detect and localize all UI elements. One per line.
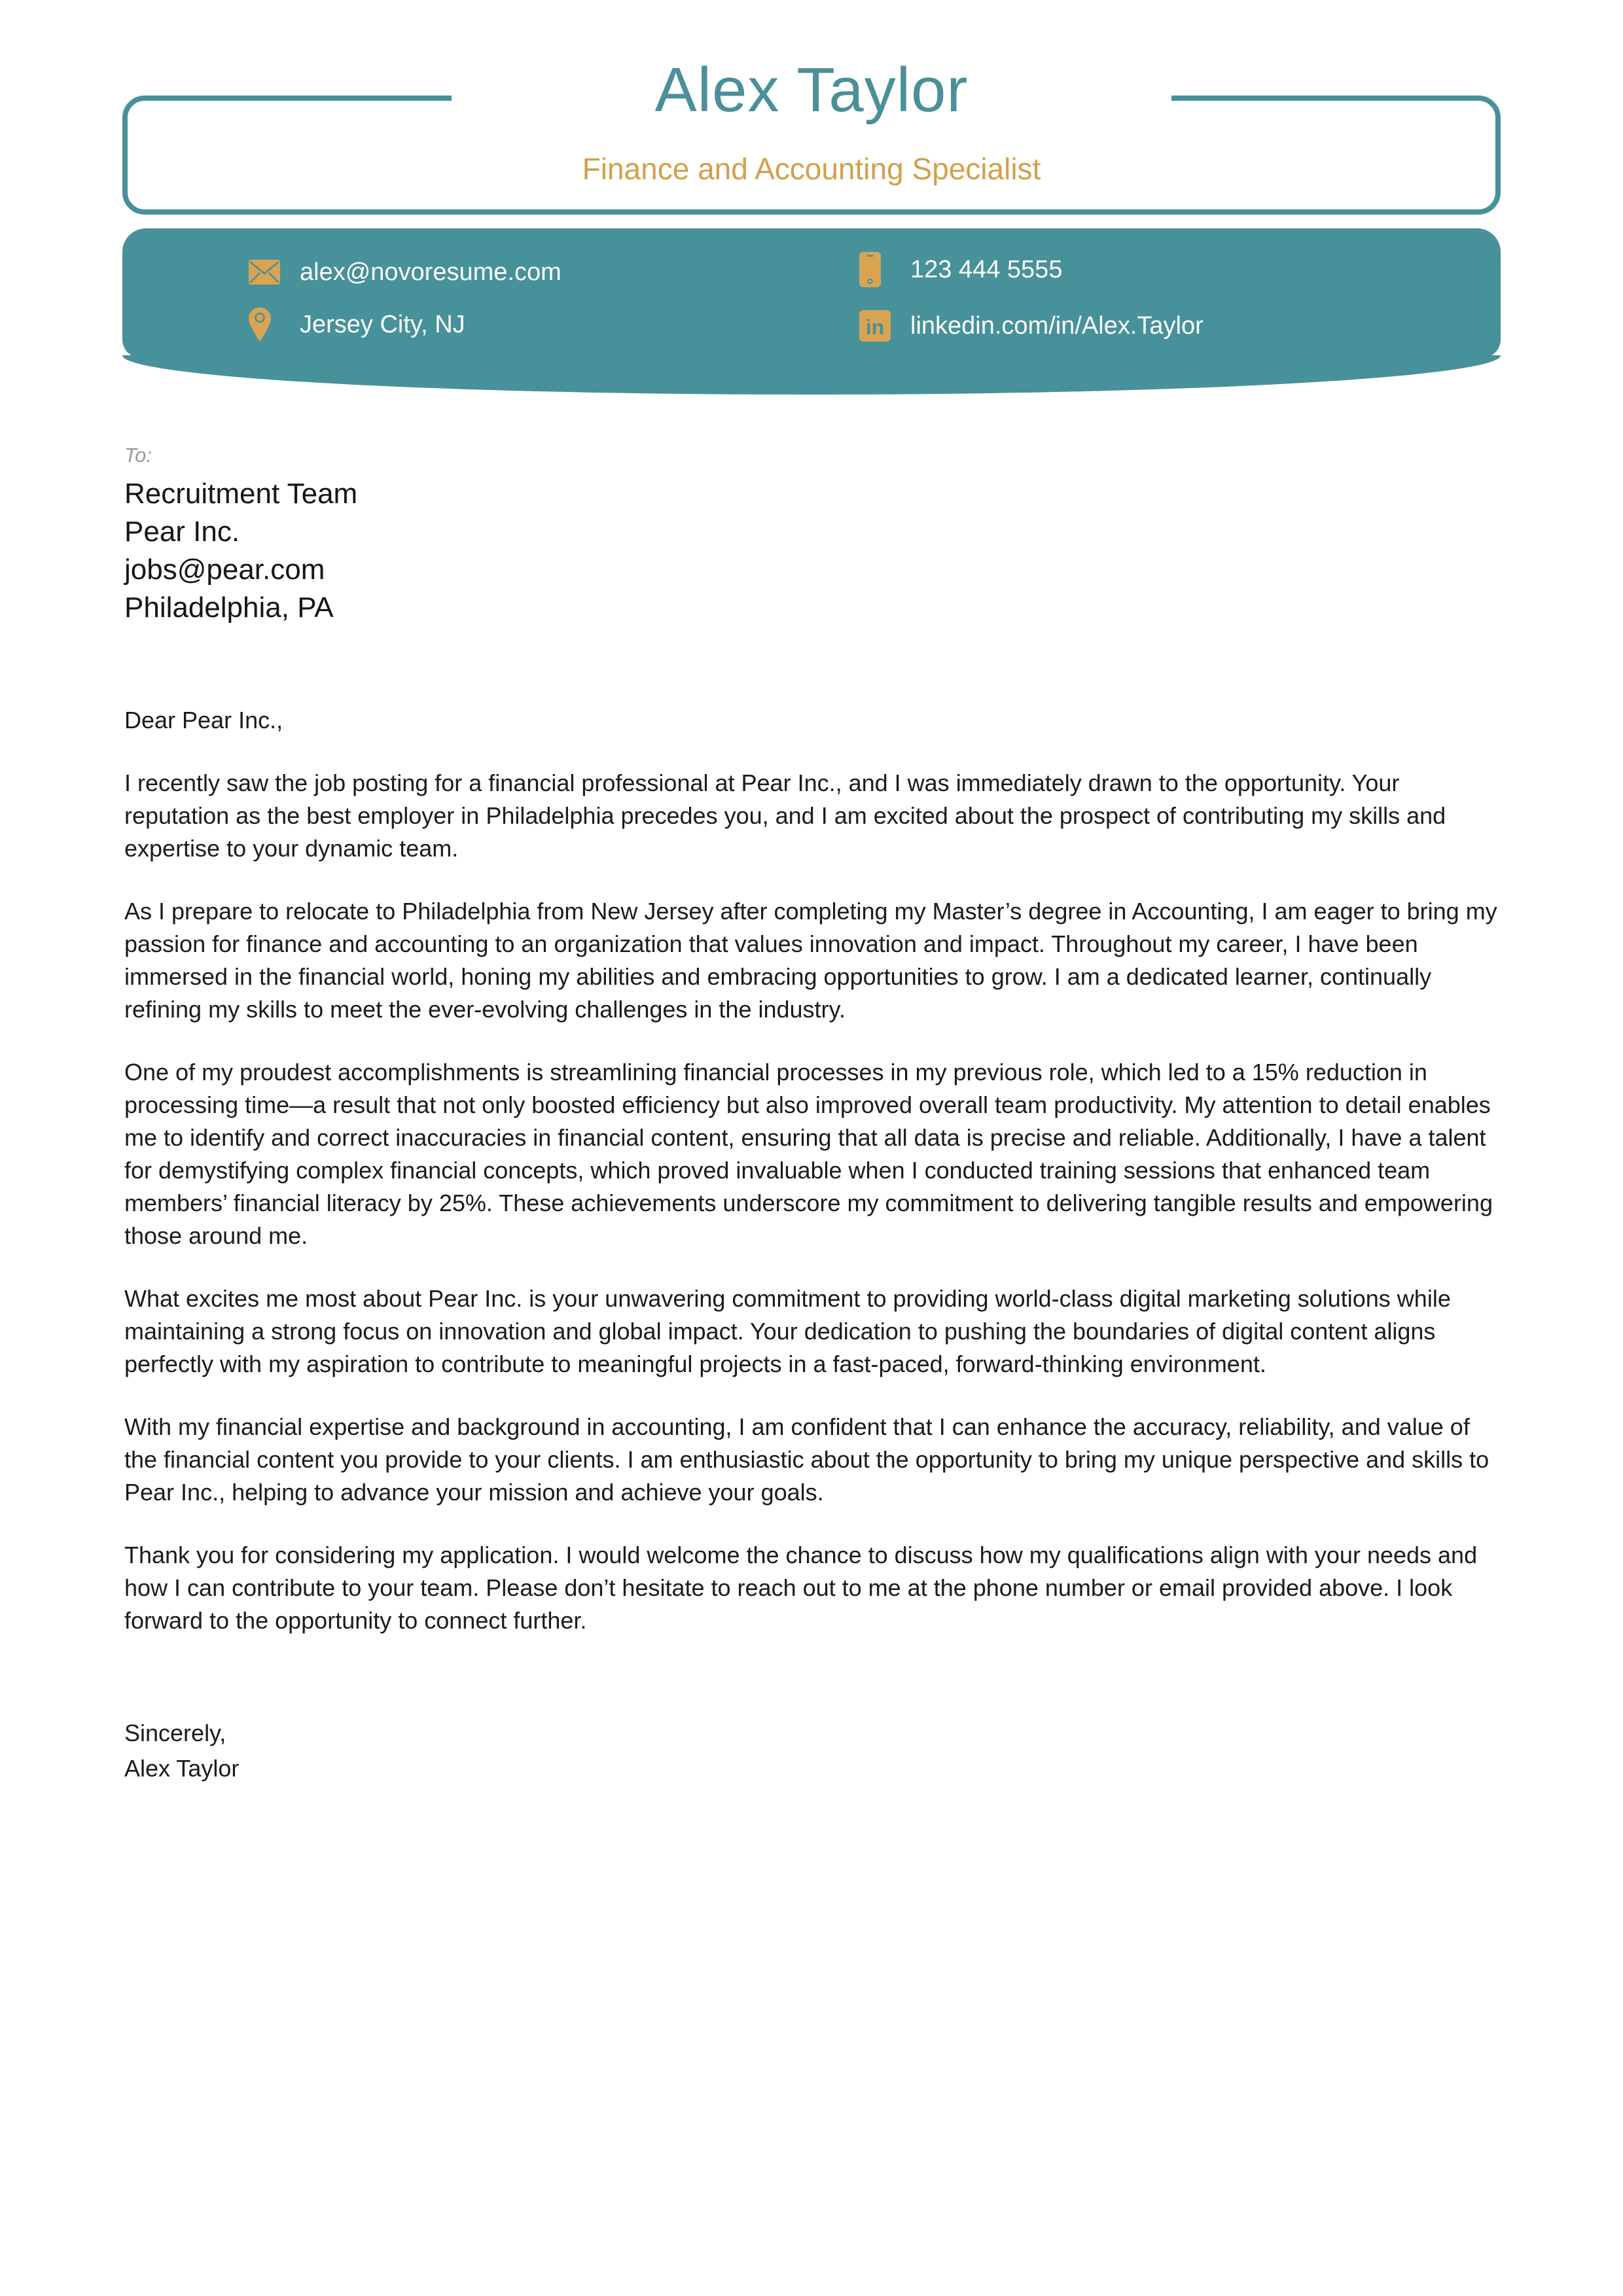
- letter-body: [124, 704, 1501, 1786]
- recipient-to-label: To:: [124, 444, 152, 467]
- job-title-subtitle: Finance and Accounting Specialist: [582, 152, 1041, 186]
- signature-name: Alex Taylor: [124, 1755, 240, 1782]
- contact-banner: [122, 228, 1501, 358]
- recipient-line-team: Recruitment Team: [124, 478, 358, 510]
- contact-phone-value: 123 444 5555: [910, 255, 1063, 283]
- paragraph-thank-you: Thank you for considering my application. I would welcome the chance to discuss how my qualifications align with your needs and how I can contribute to your team. Please don’t hesitate to reach out to me at the phone number or email provided above. I look forward to the opportunity to connect further.: [124, 1542, 1478, 1634]
- paragraph-intro: I recently saw the job posting for a financial professional at Pear Inc., and I was immediately drawn to the opportunity. Your reputation as the best employer in Philadelphia precedes you, and I am excited about the prospect of contributing my skills and expertise to your dynamic team.: [124, 769, 1446, 862]
- paragraph-value-offer: With my financial expertise and background in accounting, I am confident that I can enhance the accuracy, reliability, and value of the financial content you provide to your clients. I am enthusiastic about the opportunity to bring my unique perspective and skills to Pear Inc., helping to advance your mission and achieve your goals.: [124, 1413, 1489, 1506]
- recipient-line-city: Philadelphia, PA: [124, 592, 334, 624]
- svg-text:in: in: [865, 315, 885, 339]
- contact-location-value: Jersey City, NJ: [300, 310, 465, 338]
- contact-item-location: [249, 306, 465, 344]
- linkedin-icon: [859, 310, 910, 342]
- smartphone-icon: [859, 252, 910, 287]
- paragraph-accomplishments: One of my proudest accomplishments is streamlining financial processes in my previous role, which led to a 15% reduction in processing time—a result that not only boosted efficiency but also improved overall team productivity. My attention to detail enables me to identify and correct inaccuracies in financial content, ensuring that all data is precise and reliable. Additionally, I have a talent for demystifying complex financial concepts, which proved invaluable when I conducted training sessions that enhanced team members’ financial literacy by 25%. These achievements underscore my commitment to delivering tangible results and empowering those around me.: [124, 1059, 1493, 1249]
- recipient-block: [124, 442, 357, 627]
- contact-linkedin-value: linkedin.com/in/Alex.Taylor: [910, 311, 1204, 340]
- page-title: Alex Taylor: [654, 55, 969, 125]
- contact-item-phone: [859, 251, 1062, 289]
- closing-salutation: Sincerely,: [124, 1720, 226, 1746]
- paragraph-relocation: As I prepare to relocate to Philadelphia from New Jersey after completing my Master’s degree in Accounting, I am eager to bring my passion for finance and accounting to an organization that values innovation and impact. Throughout my career, I have been immersed in the financial world, honing my abilities and embracing opportunities to grow. I am a dedicated learner, continually refining my skills to meet the ever-evolving challenges in the industry.: [124, 898, 1497, 1023]
- map-pin-icon: [249, 308, 300, 342]
- paragraph-company-praise: What excites me most about Pear Inc. is your unwavering commitment to providing world-class digital marketing solutions while maintaining a strong focus on innovation and global impact. Your dedication to pushing the boundaries of digital content aligns perfectly with my aspiration to contribute to meaningful projects in a fast-paced, forward-thinking environment.: [124, 1285, 1451, 1377]
- recipient-line-email: jobs@pear.com: [124, 554, 325, 586]
- contact-item-email: [249, 253, 562, 291]
- salutation: Dear Pear Inc.,: [124, 707, 283, 733]
- contact-email-value: alex@novoresume.com: [300, 258, 562, 286]
- recipient-line-company: Pear Inc.: [124, 516, 240, 548]
- closing-block: [124, 1716, 1501, 1786]
- contact-item-linkedin: [859, 307, 1204, 345]
- contact-banner-curve: [122, 355, 1501, 395]
- envelope-icon: [249, 260, 300, 285]
